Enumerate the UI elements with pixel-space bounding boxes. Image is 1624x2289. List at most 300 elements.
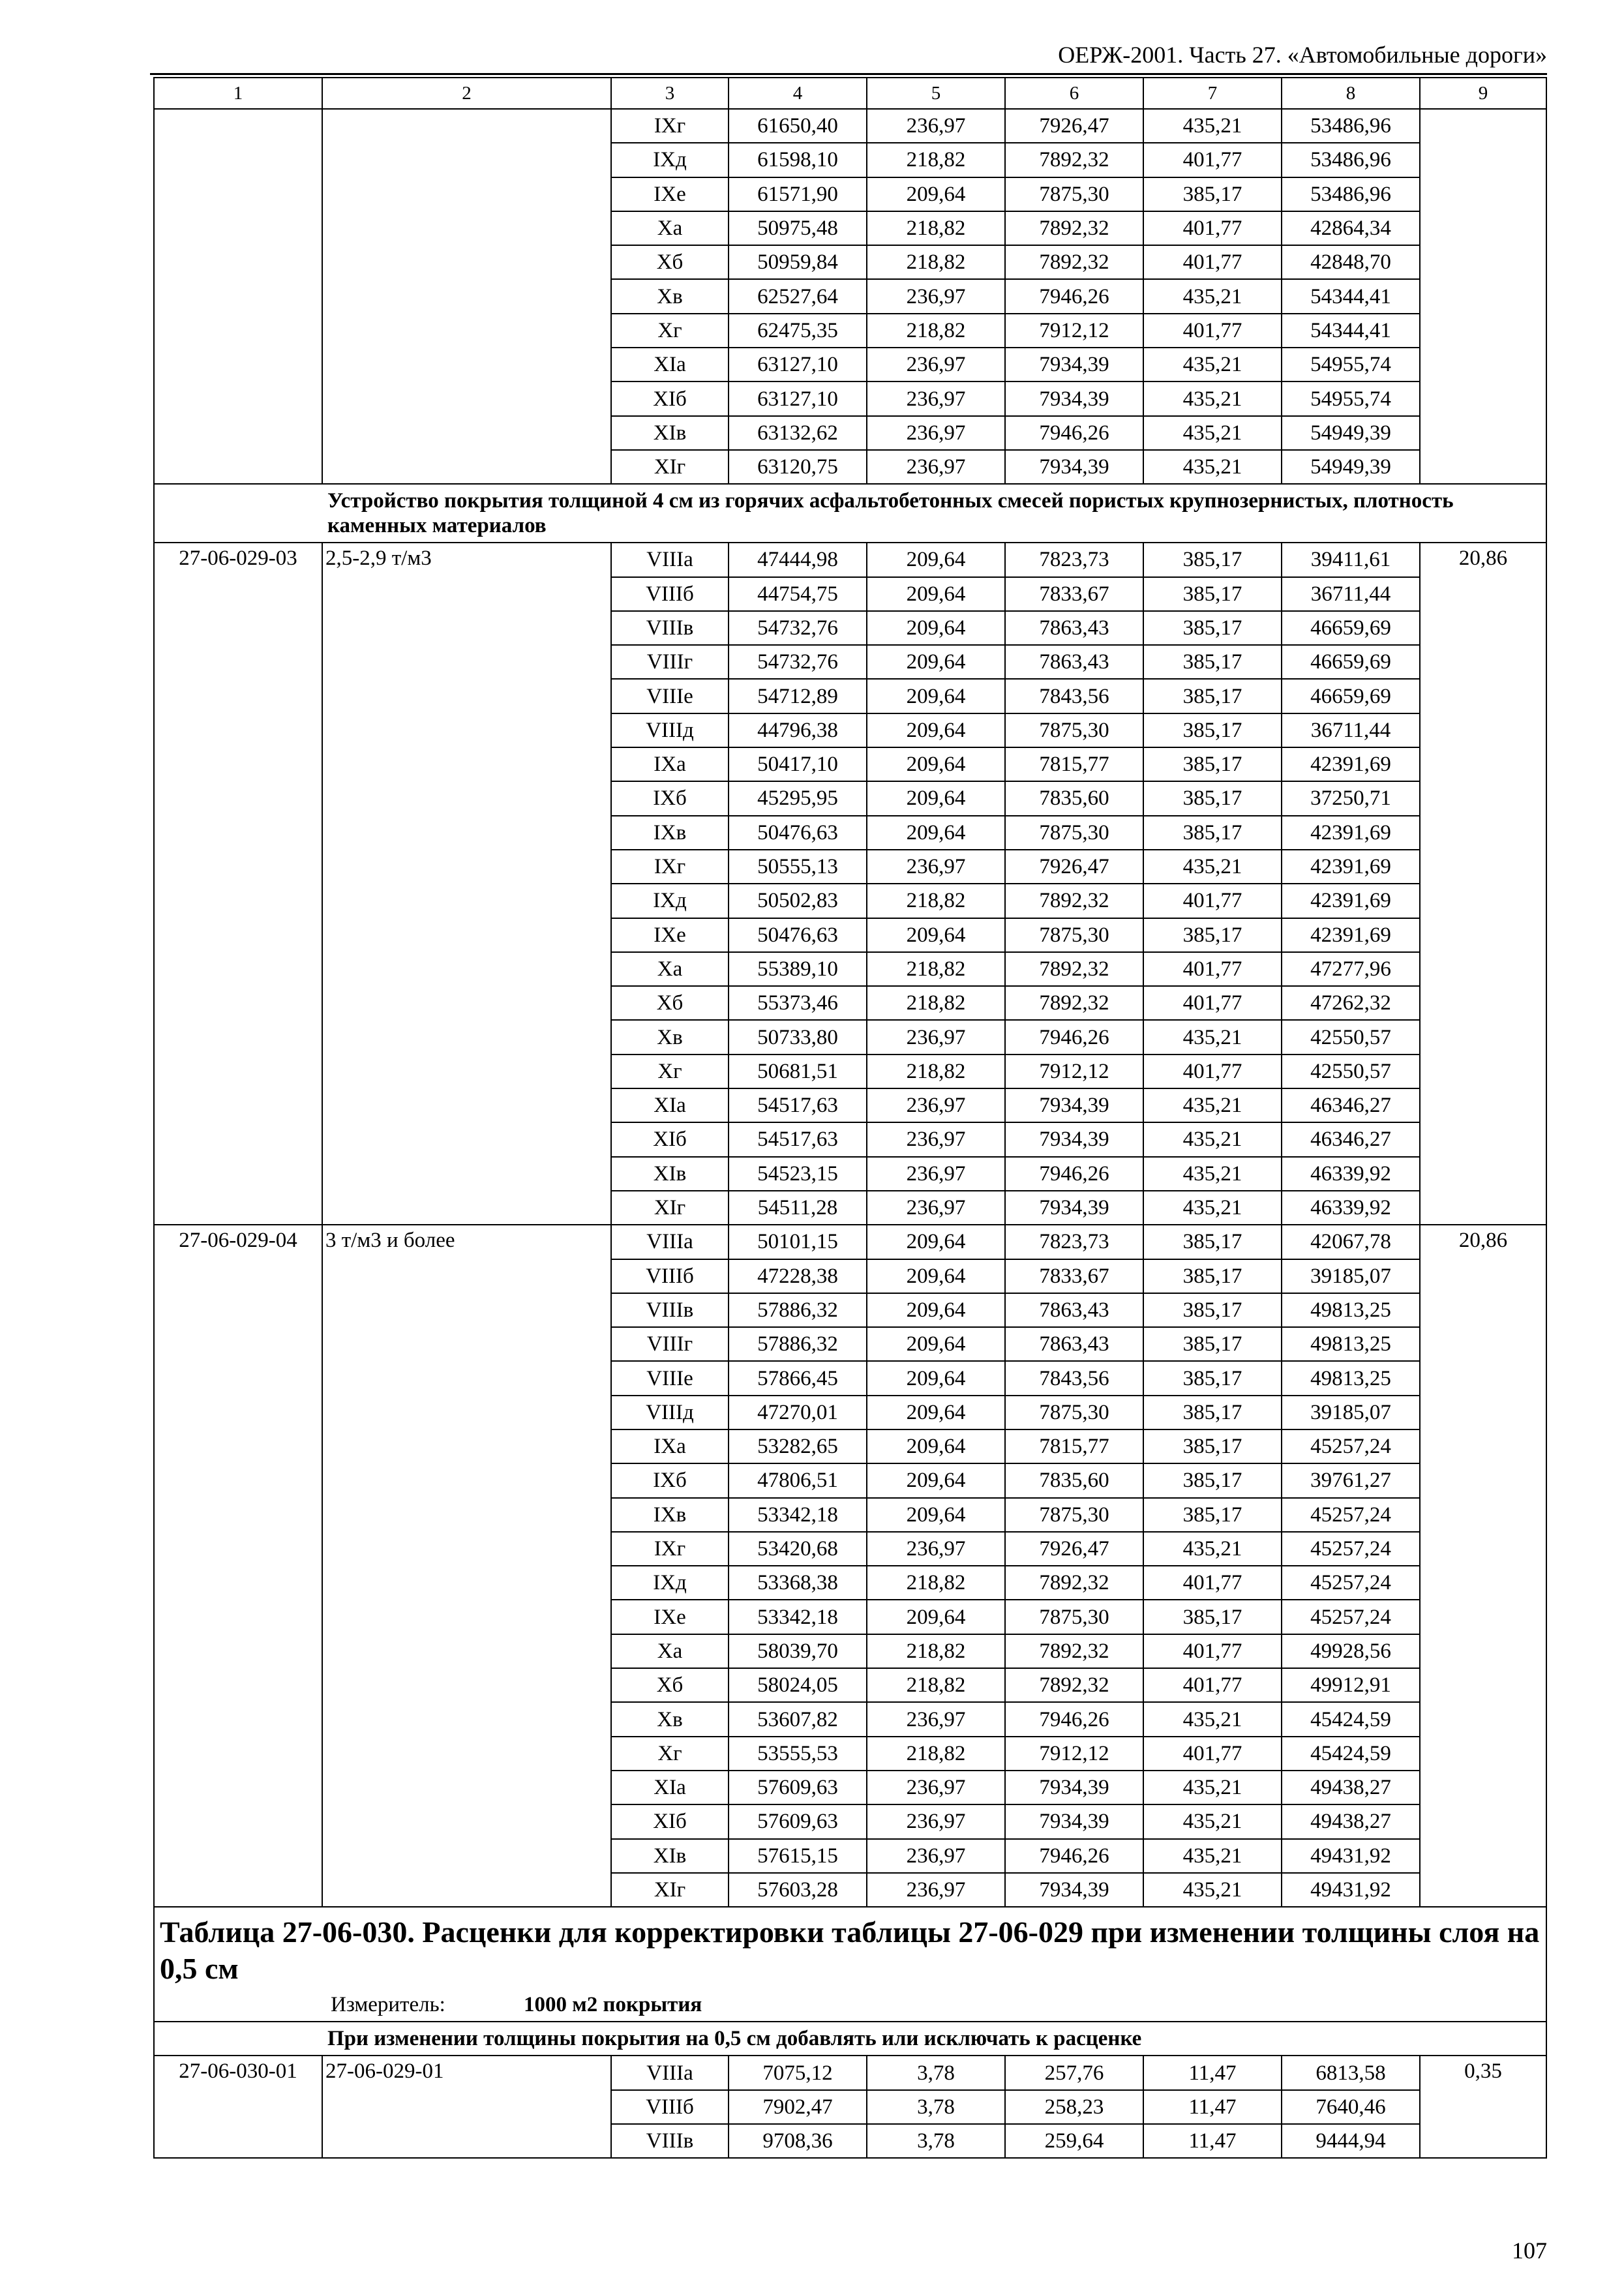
page-number: 107 (1512, 2237, 1547, 2264)
machine-cost-cell: 7823,73 (1005, 543, 1143, 576)
material-cost-cell: 42550,57 (1282, 1055, 1420, 1088)
operator-wage-cell: 218,82 (867, 314, 1005, 348)
machine-cost-cell: 7863,43 (1005, 1327, 1143, 1361)
machinist-wage-cell: 385,17 (1143, 177, 1282, 211)
resource-group-cell: Xб (611, 986, 729, 1020)
instruction-row (154, 2022, 1546, 2056)
direct-cost-cell: 50555,13 (729, 850, 867, 884)
machinist-wage-cell: 401,77 (1143, 952, 1282, 986)
machinist-wage-cell: 385,17 (1143, 918, 1282, 952)
resource-group-cell: VIIIа (611, 543, 729, 576)
machinist-wage-cell: 385,17 (1143, 1600, 1282, 1634)
operator-wage-cell: 209,64 (867, 1600, 1005, 1634)
resource-group-cell: VIIIв (611, 611, 729, 645)
resource-group-cell: VIIIа (611, 1225, 729, 1259)
material-cost-cell: 49431,92 (1282, 1839, 1420, 1873)
operator-wage-cell: 209,64 (867, 1361, 1005, 1395)
machinist-wage-cell: 385,17 (1143, 816, 1282, 850)
direct-cost-cell: 54712,89 (729, 679, 867, 713)
resource-group-cell: XIб (611, 382, 729, 415)
resource-group-cell: XIг (611, 1873, 729, 1907)
operator-wage-cell: 236,97 (867, 1771, 1005, 1804)
unit-label: Измеритель: (331, 1993, 445, 2017)
machinist-wage-cell: 401,77 (1143, 211, 1282, 245)
machine-cost-cell: 7892,32 (1005, 1668, 1143, 1702)
machinist-wage-cell: 435,21 (1143, 850, 1282, 884)
machine-cost-cell: 257,76 (1005, 2056, 1143, 2089)
direct-cost-cell: 50733,80 (729, 1020, 867, 1054)
operator-wage-cell: 209,64 (867, 543, 1005, 576)
operator-wage-cell: 236,97 (867, 416, 1005, 450)
machine-cost-cell: 7863,43 (1005, 611, 1143, 645)
unit-value: 1000 м2 покрытия (524, 1993, 702, 2017)
resource-group-cell: XIб (611, 1122, 729, 1156)
operator-wage-cell: 236,97 (867, 1532, 1005, 1566)
direct-cost-cell: 58024,05 (729, 1668, 867, 1702)
section-heading-row (154, 484, 1546, 543)
material-cost-cell: 9444,94 (1282, 2124, 1420, 2158)
machinist-wage-cell: 385,17 (1143, 1361, 1282, 1395)
operator-wage-cell: 209,64 (867, 577, 1005, 611)
table-row (154, 1225, 1546, 1259)
resource-group-cell: IXб (611, 781, 729, 815)
resource-group-cell: XIа (611, 348, 729, 382)
machine-cost-cell: 7934,39 (1005, 1191, 1143, 1225)
labor-cost-cell: 20,86 (1420, 543, 1546, 1225)
resource-group-cell: IXг (611, 109, 729, 143)
machinist-wage-cell: 435,21 (1143, 450, 1282, 484)
direct-cost-cell: 53342,18 (729, 1600, 867, 1634)
operator-wage-cell: 236,97 (867, 450, 1005, 484)
resource-group-cell: IXе (611, 1600, 729, 1634)
operator-wage-cell: 236,97 (867, 1191, 1005, 1225)
rates-table (153, 77, 1547, 2159)
direct-cost-cell: 50101,15 (729, 1225, 867, 1259)
operator-wage-cell: 218,82 (867, 245, 1005, 279)
material-cost-cell: 39761,27 (1282, 1463, 1420, 1497)
machine-cost-cell: 7926,47 (1005, 850, 1143, 884)
operator-wage-cell: 218,82 (867, 952, 1005, 986)
machinist-wage-cell: 401,77 (1143, 986, 1282, 1020)
material-cost-cell: 49912,91 (1282, 1668, 1420, 1702)
material-cost-cell: 46659,69 (1282, 645, 1420, 679)
direct-cost-cell: 50417,10 (729, 747, 867, 781)
resource-group-cell: Xг (611, 1055, 729, 1088)
machine-cost-cell: 7843,56 (1005, 1361, 1143, 1395)
direct-cost-cell: 63132,62 (729, 416, 867, 450)
machinist-wage-cell: 385,17 (1143, 1463, 1282, 1497)
direct-cost-cell: 45295,95 (729, 781, 867, 815)
resource-group-cell: IXв (611, 1498, 729, 1532)
resource-group-cell: IXа (611, 747, 729, 781)
column-number: 5 (867, 78, 1005, 109)
machine-cost-cell: 7875,30 (1005, 713, 1143, 747)
material-cost-cell: 42550,57 (1282, 1020, 1420, 1054)
direct-cost-cell: 63127,10 (729, 348, 867, 382)
operator-wage-cell: 209,64 (867, 679, 1005, 713)
material-cost-cell: 49438,27 (1282, 1771, 1420, 1804)
direct-cost-cell: 55373,46 (729, 986, 867, 1020)
operator-wage-cell: 209,64 (867, 1429, 1005, 1463)
operator-wage-cell: 218,82 (867, 1055, 1005, 1088)
direct-cost-cell: 47228,38 (729, 1259, 867, 1293)
machine-cost-cell: 7892,32 (1005, 884, 1143, 918)
resource-group-cell: XIв (611, 416, 729, 450)
machinist-wage-cell: 385,17 (1143, 543, 1282, 576)
operator-wage-cell: 209,64 (867, 781, 1005, 815)
direct-cost-cell: 50502,83 (729, 884, 867, 918)
material-cost-cell: 45257,24 (1282, 1532, 1420, 1566)
machinist-wage-cell: 435,21 (1143, 1873, 1282, 1907)
machinist-wage-cell: 435,21 (1143, 1532, 1282, 1566)
machinist-wage-cell: 11,47 (1143, 2124, 1282, 2158)
machine-cost-cell: 7875,30 (1005, 1396, 1143, 1429)
column-number: 4 (729, 78, 867, 109)
direct-cost-cell: 57609,63 (729, 1804, 867, 1838)
material-cost-cell: 54344,41 (1282, 279, 1420, 313)
direct-cost-cell: 53368,38 (729, 1566, 867, 1600)
running-header: ОЕРЖ-2001. Часть 27. «Автомобильные дороги» (1058, 42, 1547, 68)
direct-cost-cell: 9708,36 (729, 2124, 867, 2158)
machine-cost-cell: 7946,26 (1005, 1020, 1143, 1054)
machine-cost-cell: 7946,26 (1005, 1839, 1143, 1873)
machine-cost-cell: 7892,32 (1005, 143, 1143, 177)
resource-group-cell: XIа (611, 1771, 729, 1804)
direct-cost-cell: 53607,82 (729, 1702, 867, 1736)
material-cost-cell: 45257,24 (1282, 1498, 1420, 1532)
machinist-wage-cell: 385,17 (1143, 1396, 1282, 1429)
operator-wage-cell: 218,82 (867, 1668, 1005, 1702)
labor-cost-cell (1420, 109, 1546, 484)
column-number: 1 (154, 78, 322, 109)
operator-wage-cell: 218,82 (867, 1566, 1005, 1600)
resource-group-cell: VIIIе (611, 679, 729, 713)
operator-wage-cell: 236,97 (867, 109, 1005, 143)
operator-wage-cell: 236,97 (867, 1804, 1005, 1838)
machinist-wage-cell: 401,77 (1143, 884, 1282, 918)
direct-cost-cell: 63120,75 (729, 450, 867, 484)
machine-cost-cell: 7875,30 (1005, 918, 1143, 952)
machine-cost-cell: 7912,12 (1005, 1055, 1143, 1088)
machine-cost-cell: 7946,26 (1005, 279, 1143, 313)
resource-group-cell: XIа (611, 1088, 729, 1122)
material-cost-cell: 42864,34 (1282, 211, 1420, 245)
machinist-wage-cell: 385,17 (1143, 1225, 1282, 1259)
resource-group-cell: Xг (611, 314, 729, 348)
operator-wage-cell: 209,64 (867, 1396, 1005, 1429)
column-number: 3 (611, 78, 729, 109)
material-cost-cell: 46339,92 (1282, 1191, 1420, 1225)
resource-group-cell: VIIIб (611, 1259, 729, 1293)
material-cost-cell: 49813,25 (1282, 1327, 1420, 1361)
material-cost-cell: 47262,32 (1282, 986, 1420, 1020)
direct-cost-cell: 62475,35 (729, 314, 867, 348)
resource-group-cell: Xг (611, 1737, 729, 1771)
direct-cost-cell: 54517,63 (729, 1122, 867, 1156)
machinist-wage-cell: 385,17 (1143, 747, 1282, 781)
rate-description-cell (322, 109, 611, 484)
machine-cost-cell: 7946,26 (1005, 1157, 1143, 1191)
machine-cost-cell: 7934,39 (1005, 1804, 1143, 1838)
machine-cost-cell: 7875,30 (1005, 177, 1143, 211)
machinist-wage-cell: 385,17 (1143, 645, 1282, 679)
machinist-wage-cell: 385,17 (1143, 781, 1282, 815)
direct-cost-cell: 44796,38 (729, 713, 867, 747)
operator-wage-cell: 3,78 (867, 2056, 1005, 2089)
direct-cost-cell: 57615,15 (729, 1839, 867, 1873)
material-cost-cell: 45424,59 (1282, 1737, 1420, 1771)
resource-group-cell: XIв (611, 1157, 729, 1191)
operator-wage-cell: 218,82 (867, 884, 1005, 918)
operator-wage-cell: 218,82 (867, 986, 1005, 1020)
resource-group-cell: VIIIв (611, 2124, 729, 2158)
machine-cost-cell: 7934,39 (1005, 348, 1143, 382)
operator-wage-cell: 209,64 (867, 1225, 1005, 1259)
machinist-wage-cell: 435,21 (1143, 1771, 1282, 1804)
direct-cost-cell: 61650,40 (729, 109, 867, 143)
machine-cost-cell: 7934,39 (1005, 1873, 1143, 1907)
column-number: 9 (1420, 78, 1546, 109)
resource-group-cell: Xв (611, 279, 729, 313)
machine-cost-cell: 7892,32 (1005, 211, 1143, 245)
machinist-wage-cell: 401,77 (1143, 1668, 1282, 1702)
resource-group-cell: Xа (611, 1634, 729, 1668)
machinist-wage-cell: 401,77 (1143, 1634, 1282, 1668)
machinist-wage-cell: 435,21 (1143, 1020, 1282, 1054)
machine-cost-cell: 7843,56 (1005, 679, 1143, 713)
machinist-wage-cell: 385,17 (1143, 577, 1282, 611)
resource-group-cell: IXд (611, 884, 729, 918)
operator-wage-cell: 209,64 (867, 918, 1005, 952)
direct-cost-cell: 57603,28 (729, 1873, 867, 1907)
resource-group-cell: VIIIг (611, 1327, 729, 1361)
machinist-wage-cell: 401,77 (1143, 1055, 1282, 1088)
machinist-wage-cell: 435,21 (1143, 1088, 1282, 1122)
resource-group-cell: IXе (611, 918, 729, 952)
resource-group-cell: VIIIд (611, 1396, 729, 1429)
column-number: 6 (1005, 78, 1143, 109)
resource-group-cell: Xа (611, 952, 729, 986)
operator-wage-cell: 218,82 (867, 211, 1005, 245)
machine-cost-cell: 7934,39 (1005, 1088, 1143, 1122)
machine-cost-cell: 7815,77 (1005, 1429, 1143, 1463)
machinist-wage-cell: 401,77 (1143, 1566, 1282, 1600)
material-cost-cell: 42391,69 (1282, 816, 1420, 850)
operator-wage-cell: 209,64 (867, 747, 1005, 781)
direct-cost-cell: 44754,75 (729, 577, 867, 611)
instruction-text: При изменении толщины покрытия на 0,5 см добавлять или исключать к расценке (322, 2022, 1546, 2056)
material-cost-cell: 46346,27 (1282, 1088, 1420, 1122)
machine-cost-cell: 259,64 (1005, 2124, 1143, 2158)
direct-cost-cell: 53420,68 (729, 1532, 867, 1566)
machinist-wage-cell: 385,17 (1143, 1259, 1282, 1293)
machinist-wage-cell: 435,21 (1143, 1804, 1282, 1838)
machinist-wage-cell: 401,77 (1143, 245, 1282, 279)
machine-cost-cell: 7835,60 (1005, 781, 1143, 815)
material-cost-cell: 36711,44 (1282, 577, 1420, 611)
material-cost-cell: 7640,46 (1282, 2090, 1420, 2124)
machinist-wage-cell: 385,17 (1143, 611, 1282, 645)
material-cost-cell: 39411,61 (1282, 543, 1420, 576)
direct-cost-cell: 50681,51 (729, 1055, 867, 1088)
material-cost-cell: 49438,27 (1282, 1804, 1420, 1838)
resource-group-cell: Xа (611, 211, 729, 245)
direct-cost-cell: 61571,90 (729, 177, 867, 211)
machine-cost-cell: 7823,73 (1005, 1225, 1143, 1259)
operator-wage-cell: 218,82 (867, 1737, 1005, 1771)
material-cost-cell: 53486,96 (1282, 143, 1420, 177)
machinist-wage-cell: 435,21 (1143, 382, 1282, 415)
machine-cost-cell: 7863,43 (1005, 645, 1143, 679)
material-cost-cell: 46659,69 (1282, 679, 1420, 713)
direct-cost-cell: 61598,10 (729, 143, 867, 177)
machine-cost-cell: 7833,67 (1005, 577, 1143, 611)
resource-group-cell: VIIIа (611, 2056, 729, 2089)
material-cost-cell: 37250,71 (1282, 781, 1420, 815)
machine-cost-cell: 7912,12 (1005, 314, 1143, 348)
rate-description-cell: 3 т/м3 и более (322, 1225, 611, 1907)
machine-cost-cell: 7946,26 (1005, 416, 1143, 450)
material-cost-cell: 46659,69 (1282, 611, 1420, 645)
material-cost-cell: 49431,92 (1282, 1873, 1420, 1907)
material-cost-cell: 42391,69 (1282, 918, 1420, 952)
machine-cost-cell: 7892,32 (1005, 952, 1143, 986)
material-cost-cell: 39185,07 (1282, 1396, 1420, 1429)
unit-row (154, 1988, 1546, 2022)
machinist-wage-cell: 435,21 (1143, 1191, 1282, 1225)
direct-cost-cell: 54523,15 (729, 1157, 867, 1191)
material-cost-cell: 54955,74 (1282, 382, 1420, 415)
material-cost-cell: 42067,78 (1282, 1225, 1420, 1259)
resource-group-cell: Xб (611, 1668, 729, 1702)
operator-wage-cell: 236,97 (867, 348, 1005, 382)
direct-cost-cell: 53282,65 (729, 1429, 867, 1463)
machinist-wage-cell: 401,77 (1143, 1737, 1282, 1771)
resource-group-cell: IXб (611, 1463, 729, 1497)
labor-cost-cell: 20,86 (1420, 1225, 1546, 1907)
material-cost-cell: 36711,44 (1282, 713, 1420, 747)
rate-code-cell (154, 109, 322, 484)
operator-wage-cell: 209,64 (867, 1327, 1005, 1361)
operator-wage-cell: 218,82 (867, 1634, 1005, 1668)
machine-cost-cell: 7892,32 (1005, 986, 1143, 1020)
operator-wage-cell: 209,64 (867, 816, 1005, 850)
material-cost-cell: 46339,92 (1282, 1157, 1420, 1191)
operator-wage-cell: 236,97 (867, 1157, 1005, 1191)
resource-group-cell: IXд (611, 1566, 729, 1600)
material-cost-cell: 42391,69 (1282, 850, 1420, 884)
material-cost-cell: 54344,41 (1282, 314, 1420, 348)
operator-wage-cell: 236,97 (867, 279, 1005, 313)
operator-wage-cell: 236,97 (867, 1088, 1005, 1122)
table-row (154, 109, 1546, 143)
rate-code-cell: 27-06-030-01 (154, 2056, 322, 2158)
operator-wage-cell: 209,64 (867, 177, 1005, 211)
material-cost-cell: 42391,69 (1282, 747, 1420, 781)
direct-cost-cell: 55389,10 (729, 952, 867, 986)
machine-cost-cell: 7863,43 (1005, 1293, 1143, 1327)
material-cost-cell: 46346,27 (1282, 1122, 1420, 1156)
table-title-row (154, 1907, 1546, 1988)
direct-cost-cell: 47270,01 (729, 1396, 867, 1429)
machine-cost-cell: 7912,12 (1005, 1737, 1143, 1771)
machinist-wage-cell: 435,21 (1143, 1157, 1282, 1191)
direct-cost-cell: 50959,84 (729, 245, 867, 279)
operator-wage-cell: 209,64 (867, 1259, 1005, 1293)
machinist-wage-cell: 11,47 (1143, 2056, 1282, 2089)
machinist-wage-cell: 385,17 (1143, 1293, 1282, 1327)
machine-cost-cell: 7926,47 (1005, 109, 1143, 143)
operator-wage-cell: 3,78 (867, 2124, 1005, 2158)
direct-cost-cell: 53555,53 (729, 1737, 867, 1771)
resource-group-cell: XIб (611, 1804, 729, 1838)
machinist-wage-cell: 435,21 (1143, 348, 1282, 382)
machine-cost-cell: 7875,30 (1005, 816, 1143, 850)
direct-cost-cell: 54517,63 (729, 1088, 867, 1122)
unit-cell (154, 1988, 1546, 2022)
operator-wage-cell: 3,78 (867, 2090, 1005, 2124)
material-cost-cell: 53486,96 (1282, 109, 1420, 143)
instruction-spacer (154, 2022, 322, 2056)
machine-cost-cell: 7892,32 (1005, 1566, 1143, 1600)
operator-wage-cell: 236,97 (867, 1020, 1005, 1054)
direct-cost-cell: 57609,63 (729, 1771, 867, 1804)
resource-group-cell: IXг (611, 1532, 729, 1566)
direct-cost-cell: 54732,76 (729, 611, 867, 645)
direct-cost-cell: 57866,45 (729, 1361, 867, 1395)
operator-wage-cell: 236,97 (867, 1873, 1005, 1907)
operator-wage-cell: 236,97 (867, 1839, 1005, 1873)
operator-wage-cell: 209,64 (867, 645, 1005, 679)
machine-cost-cell: 7934,39 (1005, 1122, 1143, 1156)
machinist-wage-cell: 385,17 (1143, 1429, 1282, 1463)
material-cost-cell: 45424,59 (1282, 1702, 1420, 1736)
material-cost-cell: 49813,25 (1282, 1361, 1420, 1395)
resource-group-cell: IXд (611, 143, 729, 177)
material-cost-cell: 6813,58 (1282, 2056, 1420, 2089)
operator-wage-cell: 209,64 (867, 1498, 1005, 1532)
material-cost-cell: 53486,96 (1282, 177, 1420, 211)
material-cost-cell: 47277,96 (1282, 952, 1420, 986)
machinist-wage-cell: 435,21 (1143, 1122, 1282, 1156)
section-heading: Устройство покрытия толщиной 4 см из горячих асфальтобетонных смесей пористых крупнозернистых, плотность каменных материалов (322, 484, 1546, 543)
machine-cost-cell: 7934,39 (1005, 382, 1143, 415)
material-cost-cell: 54955,74 (1282, 348, 1420, 382)
operator-wage-cell: 236,97 (867, 382, 1005, 415)
direct-cost-cell: 57886,32 (729, 1327, 867, 1361)
machine-cost-cell: 7934,39 (1005, 450, 1143, 484)
direct-cost-cell: 47806,51 (729, 1463, 867, 1497)
material-cost-cell: 39185,07 (1282, 1259, 1420, 1293)
machinist-wage-cell: 435,21 (1143, 109, 1282, 143)
machinist-wage-cell: 401,77 (1143, 143, 1282, 177)
machinist-wage-cell: 435,21 (1143, 1839, 1282, 1873)
operator-wage-cell: 236,97 (867, 1122, 1005, 1156)
direct-cost-cell: 54511,28 (729, 1191, 867, 1225)
direct-cost-cell: 50975,48 (729, 211, 867, 245)
machine-cost-cell: 7875,30 (1005, 1600, 1143, 1634)
resource-group-cell: VIIIг (611, 645, 729, 679)
operator-wage-cell: 209,64 (867, 611, 1005, 645)
direct-cost-cell: 63127,10 (729, 382, 867, 415)
material-cost-cell: 45257,24 (1282, 1600, 1420, 1634)
machine-cost-cell: 7934,39 (1005, 1771, 1143, 1804)
resource-group-cell: VIIIв (611, 1293, 729, 1327)
material-cost-cell: 45257,24 (1282, 1566, 1420, 1600)
column-number: 8 (1282, 78, 1420, 109)
machinist-wage-cell: 435,21 (1143, 279, 1282, 313)
material-cost-cell: 49813,25 (1282, 1293, 1420, 1327)
